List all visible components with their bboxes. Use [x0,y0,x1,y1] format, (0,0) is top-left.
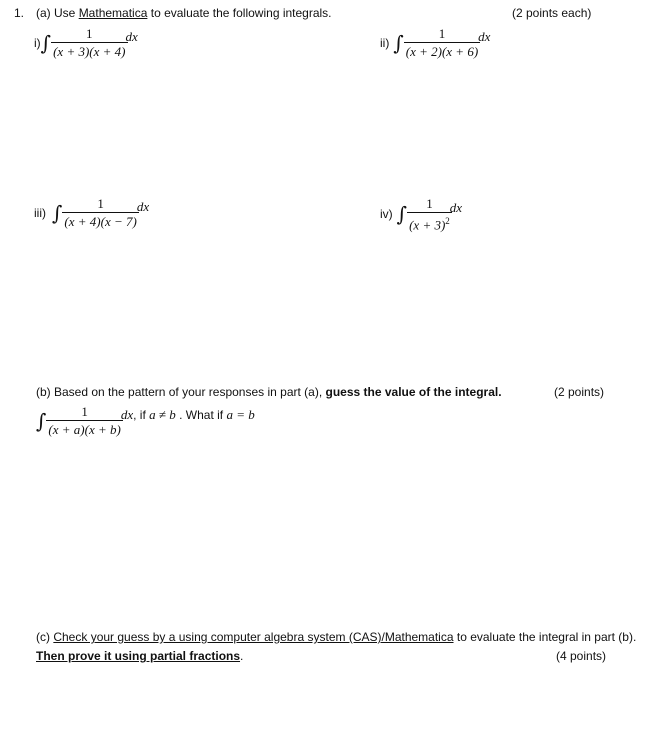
part-b-points: (2 points) [554,385,605,399]
integral-ii-differential: dx [478,28,491,44]
part-a-points: (2 points each) [512,6,592,20]
integral-sign-icon: ∫ [36,408,47,433]
integral-ii-label: ii) [380,35,390,50]
integral-iv-fraction [407,196,452,232]
integral-iv-numerator: 1 [407,196,452,213]
question-prefix: . What if [179,407,224,422]
integral-i-fraction [51,26,127,59]
integral-iii-label: iii) [34,205,46,220]
integral-i-differential: dx [125,28,138,44]
part-a-rest: to evaluate the following integrals. [150,6,332,20]
integral-general-denominator: (x + a)(x + b) [48,422,121,437]
integral-sign-icon: ∫ [393,30,404,55]
part-c-prove: Then prove it using partial fractions [36,649,241,663]
part-b-label: (b) Based on the pattern of your responses in part (a), [36,385,323,399]
integral-iv [380,196,462,232]
part-c-label: (c) [36,630,50,644]
part-a-instruction [36,6,332,20]
integral-i-denominator: (x + 3)(x + 4) [53,44,126,59]
integral-sign-icon: ∫ [52,200,63,225]
mathematica-link: Mathematica [78,6,148,20]
integral-iii-numerator: 1 [62,196,138,213]
integral-sign-icon: ∫ [40,30,52,55]
integral-general-fraction [46,404,122,437]
question-expr: a = b [226,406,255,422]
part-c-period: . [240,649,244,663]
integral-iii-fraction [62,196,138,229]
integral-iii-differential: dx [136,198,150,214]
part-b-instruction [36,385,502,399]
integral-ii-fraction [404,26,480,59]
part-b-condition-line [133,407,255,423]
integral-iv-differential: dx [449,200,463,216]
integral-general-differential: dx [120,406,134,422]
integral-iv-denominator: (x + 3) [409,217,446,233]
integral-i-numerator: 1 [51,26,127,43]
question-number: 1. [14,6,25,20]
integral-iii-denominator: (x + 4)(x − 7) [64,214,137,229]
condition-expr: a ≠ b [149,406,176,422]
integral-iii [34,196,149,229]
part-c-rest: to evaluate the integral in part (b). [456,630,637,644]
integral-general-numerator: 1 [46,404,122,421]
integral-general [36,404,255,437]
part-a-label: (a) Use [36,6,76,20]
integral-ii-denominator: (x + 2)(x + 6) [405,44,479,59]
part-c-underlined: Check your guess by a using computer algebra system (CAS)/Mathematica [53,630,454,644]
condition-prefix: , if [133,407,146,422]
part-b-bold: guess the value of the integral. [325,385,502,399]
integral-i-label: i) [34,35,41,50]
integral-sign-icon: ∫ [396,202,408,227]
integral-i [34,26,138,59]
integral-ii-numerator: 1 [404,26,480,43]
integral-iv-denominator-wrap [407,213,452,232]
part-c-line1 [36,630,636,644]
part-c-points: (4 points) [556,649,607,663]
integral-ii [380,26,490,59]
part-c-line2 [36,649,243,663]
integral-iv-exponent: 2 [445,216,450,226]
integral-iv-label: iv) [380,207,393,222]
